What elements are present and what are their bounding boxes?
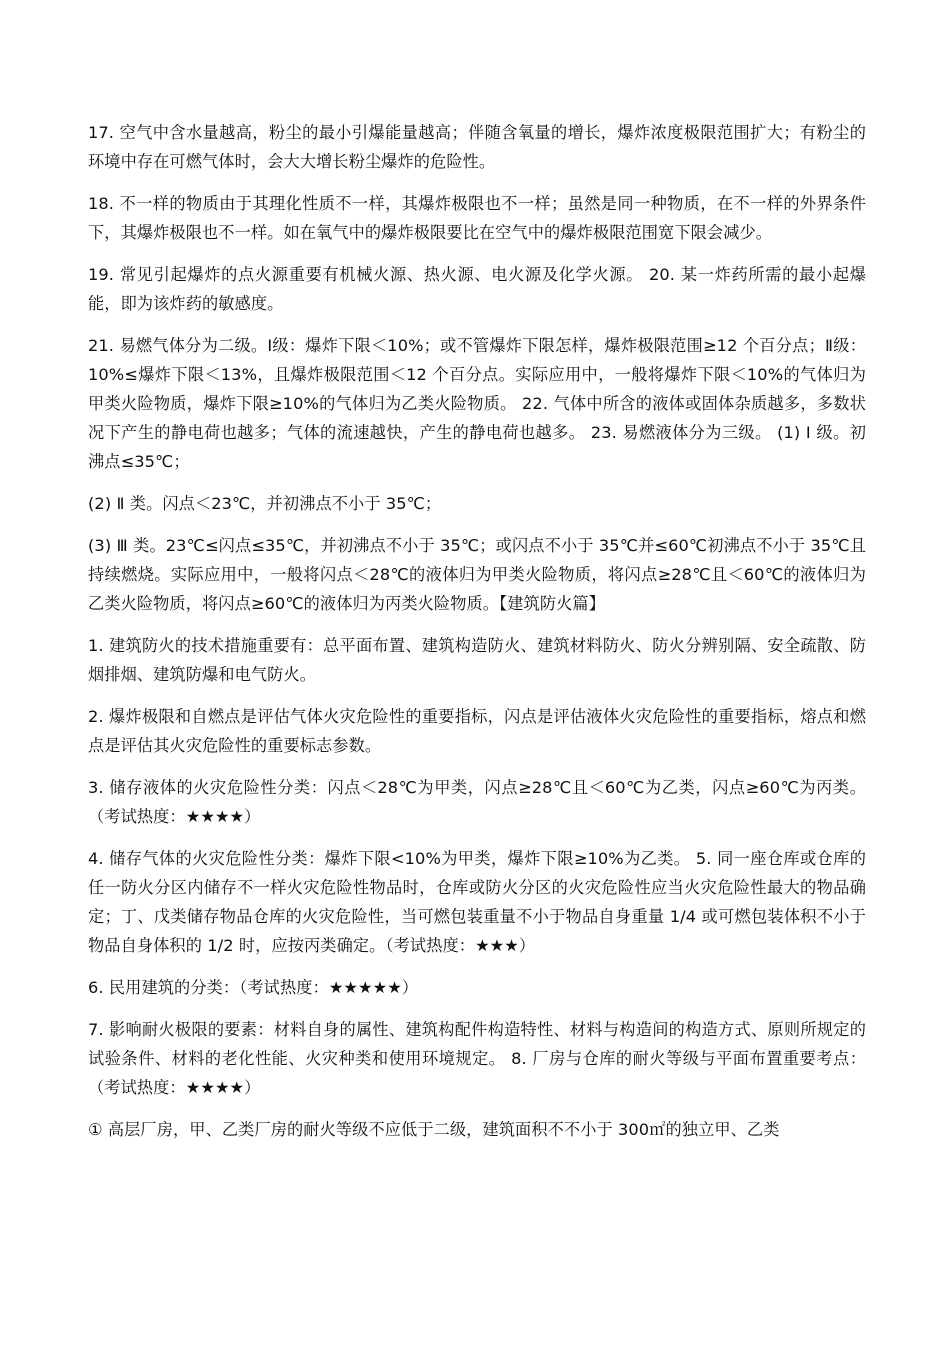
paragraph-19-20: 19. 常见引起爆炸的点火源重要有机械火源、热火源、电火源及化学火源。 20. 某一炸药所需的最小起爆能，即为该炸药的敏感度。 bbox=[88, 265, 866, 313]
paragraph-building-8-item-1: ① 高层厂房，甲、乙类厂房的耐火等级不应低于二级，建筑面积不不小于 300㎡的独立甲、乙类 bbox=[88, 1120, 780, 1139]
paragraph-21-23: 21. 易燃气体分为二级。Ⅰ级：爆炸下限＜10%；或不管爆炸下限怎样，爆炸极限范围≥12 个百分点；Ⅱ级：10%≤爆炸下限＜13%，且爆炸极限范围＜12 个百分点。实际应用中，一般将爆炸下限＜10%的气体归为甲类火险物质，爆炸下限≥10%的气体归为乙类火险物质。 22. 气体中所含的液体或固体杂质越多，多数状况下产生的静电荷也越多；气体的流速越快，产生的静电荷也越多。 23. 易燃液体分为三级。 (1) Ⅰ 级。初沸点≤35℃； bbox=[88, 336, 866, 471]
paragraph-building-6: 6. 民用建筑的分类：（考试热度：★★★★★） bbox=[88, 978, 419, 997]
paragraph-building-1: 1. 建筑防火的技术措施重要有：总平面布置、建筑构造防火、建筑材料防火、防火分辨别隔、安全疏散、防烟排烟、建筑防爆和电气防火。 bbox=[88, 636, 866, 684]
paragraph-18: 18. 不一样的物质由于其理化性质不一样，其爆炸极限也不一样；虽然是同一种物质，在不一样的外界条件下，其爆炸极限也不一样。如在氧气中的爆炸极限要比在空气中的爆炸极限范围宽下限会减少。 bbox=[88, 194, 866, 242]
paragraph-building-4-5: 4. 储存气体的火灾危险性分类：爆炸下限<10%为甲类，爆炸下限≥10%为乙类。 5. 同一座仓库或仓库的任一防火分区内储存不一样火灾危险性物品时，仓库或防火分区的火灾危险性应当火灾危险性最大的物品确定；丁、戊类储存物品仓库的火灾危险性，当可燃包装重量不小于物品自身重量 1/4 或可燃包装体积不小于物品自身体积的 1/2 时，应按丙类确定。（考试热度：★★★） bbox=[88, 849, 866, 955]
paragraph-23-class-3: (3) Ⅲ 类。23℃≤闪点≤35℃，并初沸点不小于 35℃；或闪点不小于 35℃并≤60℃初沸点不小于 35℃且持续燃烧。实际应用中，一般将闪点＜28℃的液体归为甲类火险物质，将闪点≥28℃且＜60℃的液体归为乙类火险物质，将闪点≥60℃的液体归为丙类火险物质。【建筑防火篇】 bbox=[88, 536, 866, 613]
paragraph-building-2: 2. 爆炸极限和自燃点是评估气体火灾危险性的重要指标，闪点是评估液体火灾危险性的重要指标，熔点和燃点是评估其火灾危险性的重要标志参数。 bbox=[88, 707, 866, 755]
document-body bbox=[88, 118, 866, 1157]
paragraph-building-7-8: 7. 影响耐火极限的要素：材料自身的属性、建筑构配件构造特性、材料与构造间的构造方式、原则所规定的试验条件、材料的老化性能、火灾种类和使用环境规定。 8. 厂房与仓库的耐火等级与平面布置重要考点：（考试热度：★★★★） bbox=[88, 1020, 866, 1097]
paragraph-17: 17. 空气中含水量越高，粉尘的最小引爆能量越高；伴随含氧量的增长，爆炸浓度极限范围扩大；有粉尘的环境中存在可燃气体时，会大大增长粉尘爆炸的危险性。 bbox=[88, 123, 866, 171]
paragraph-building-3: 3. 储存液体的火灾危险性分类：闪点＜28℃为甲类，闪点≥28℃且＜60℃为乙类，闪点≥60℃为丙类。（考试热度：★★★★） bbox=[88, 778, 866, 826]
paragraph-23-class-2: (2) Ⅱ 类。闪点＜23℃，并初沸点不小于 35℃； bbox=[88, 494, 442, 513]
